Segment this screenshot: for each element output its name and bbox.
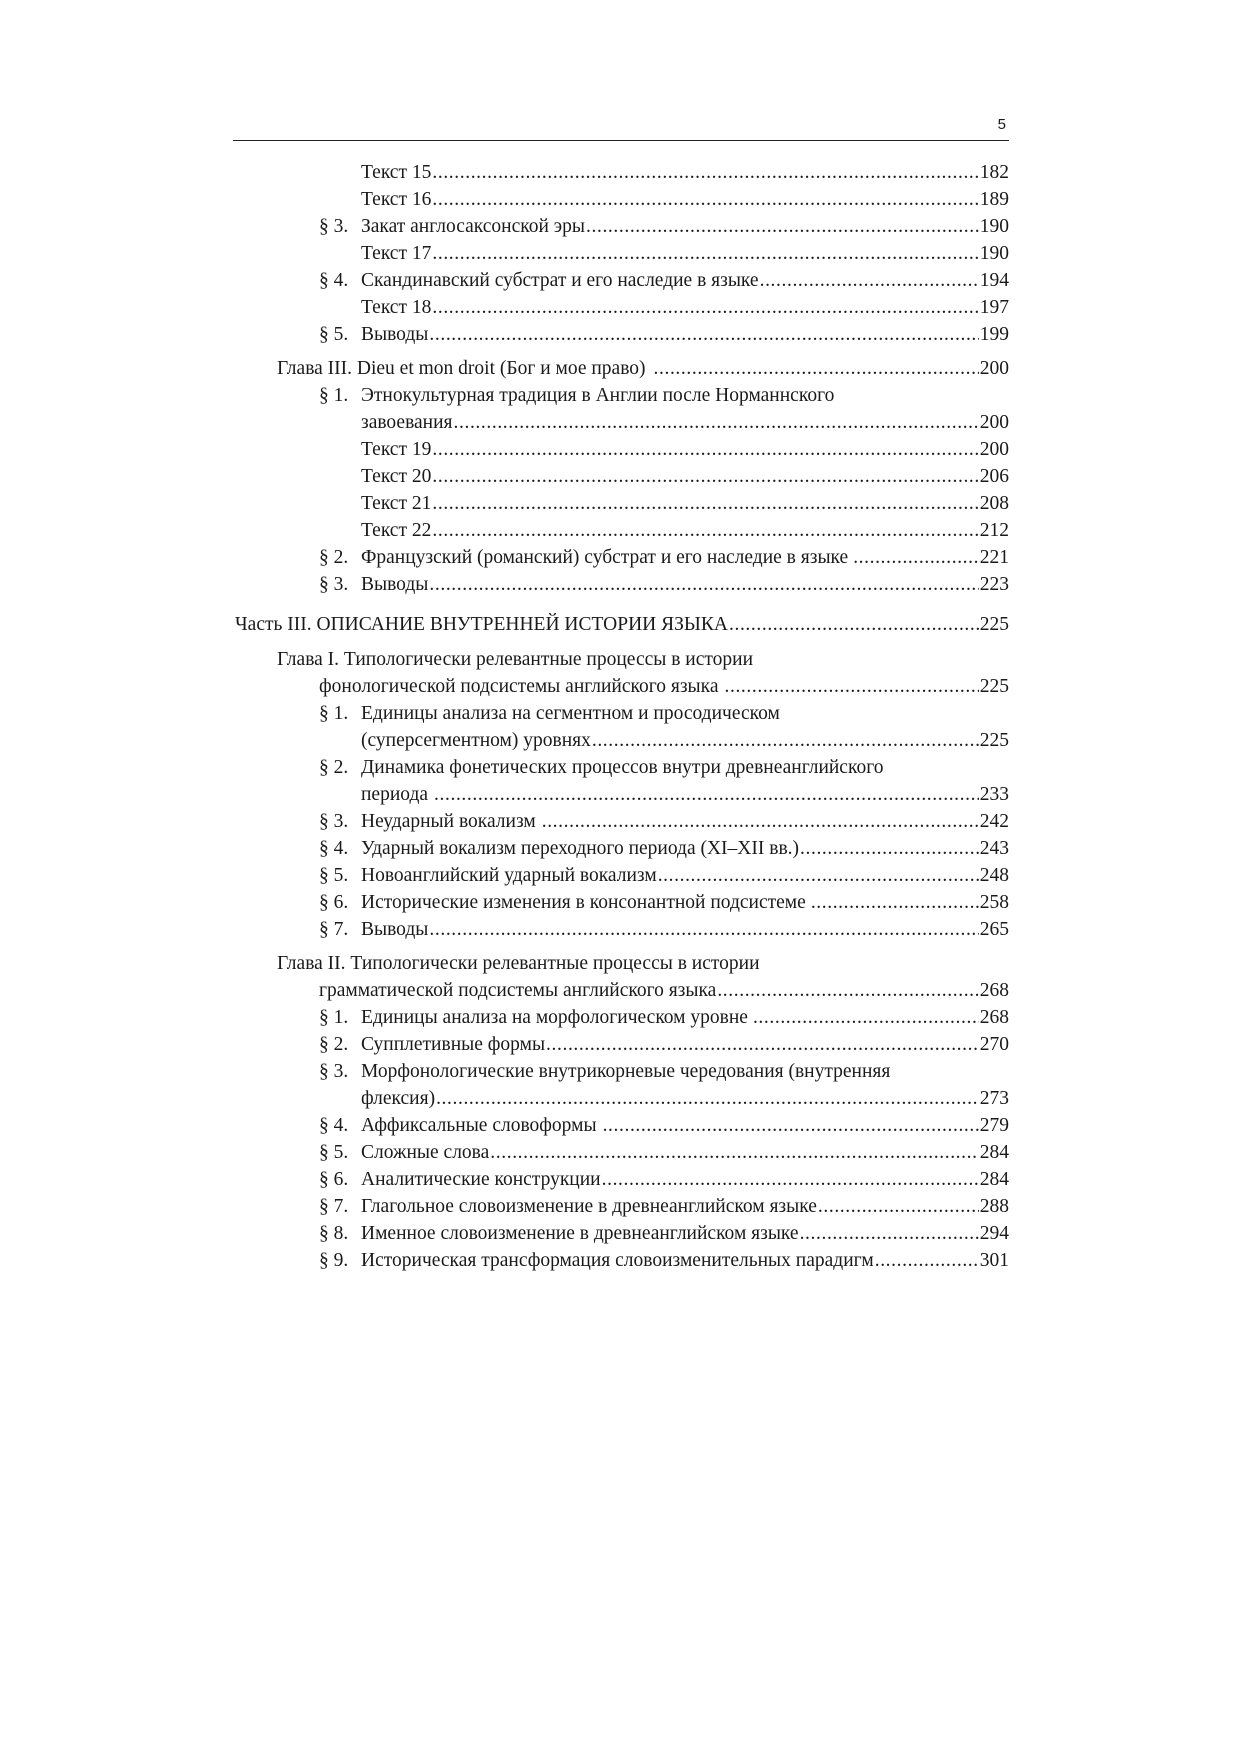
toc-entry-section: § 3.: [319, 574, 349, 595]
toc-entry: [319, 1194, 1009, 1220]
dot-leader: [432, 491, 978, 517]
dot-leader: [729, 612, 979, 638]
dot-leader: [432, 160, 978, 186]
toc-entry-page: 208: [979, 493, 1009, 514]
toc-entry-title: Закат англосаксонской эры: [361, 216, 586, 237]
toc-entry-section: § 3.: [319, 1061, 349, 1082]
toc-entry: [361, 187, 1009, 213]
page-number: 5: [997, 116, 1006, 133]
toc-entry: [319, 836, 1009, 862]
toc-entry: [319, 1113, 1009, 1139]
toc-entry-page: 268: [979, 1007, 1009, 1028]
toc-entry-page: 200: [979, 358, 1009, 379]
toc-entry-page: 225: [979, 730, 1009, 751]
toc-entry: [361, 464, 1009, 490]
toc-entry: [361, 728, 1009, 754]
dot-leader: [811, 890, 979, 916]
toc-entry: [319, 572, 1009, 598]
toc-entry-section: § 7.: [319, 1196, 349, 1217]
toc-entry: [319, 214, 1009, 240]
toc-entry: [319, 1140, 1009, 1166]
toc-entry-title: Единицы анализа на морфологическом уровне: [361, 1007, 748, 1028]
toc-entry-page: 270: [979, 1034, 1009, 1055]
toc-entry-title: Морфонологические внутрикорневые чередования (внутренняя: [361, 1061, 891, 1082]
toc-entry-title: Глава I. Типологически релевантные процессы в истории: [277, 649, 754, 670]
dot-leader: [432, 187, 978, 213]
dot-leader: [753, 1005, 979, 1031]
toc-entry: [319, 890, 1009, 916]
dot-leader: [818, 1194, 979, 1220]
toc-entry-title: Ударный вокализм переходного периода (XI–XII вв.): [361, 838, 800, 859]
toc-entry: [319, 863, 1009, 889]
toc-entry-section: § 7.: [319, 919, 349, 940]
toc-entry-title: Скандинавский субстрат и его наследие в языке: [361, 270, 759, 291]
toc-entry-title: Аналитические конструкции: [361, 1169, 601, 1190]
toc-entry-title: Текст 22: [361, 520, 432, 541]
toc-entry-page: 294: [979, 1223, 1009, 1244]
dot-leader: [586, 214, 979, 240]
toc-entry-page: 284: [979, 1142, 1009, 1163]
toc-entry: [319, 1221, 1009, 1247]
toc-entry-page: 265: [979, 919, 1009, 940]
toc-entry-section: § 1.: [319, 703, 349, 724]
toc-entry-first-line: [319, 383, 834, 409]
toc-entry-page: 273: [979, 1088, 1009, 1109]
toc-entry-section: § 2.: [319, 547, 349, 568]
toc-entry-title: Текст 16: [361, 189, 432, 210]
toc-entry-title: Глава III. Dieu et mon droit (Бог и мое право): [277, 358, 646, 379]
toc-entry: [319, 322, 1009, 348]
toc-entry-first-line: [319, 701, 780, 727]
toc-entry-continuation: фонологической подсистемы английского языка: [319, 676, 719, 697]
toc-entry-section: § 4.: [319, 1115, 349, 1136]
toc-entry-title: Текст 18: [361, 297, 432, 318]
toc-chapter-first-line: [277, 647, 753, 673]
toc-entry-section: § 2.: [319, 757, 349, 778]
toc-entry-title: Текст 21: [361, 493, 432, 514]
toc-entry-section: § 6.: [319, 1169, 349, 1190]
dot-leader: [654, 356, 979, 382]
toc-entry-page: 199: [979, 324, 1009, 345]
toc-entry-page: 221: [979, 547, 1009, 568]
toc-entry-title: Именное словоизменение в древнеанглийском языке: [361, 1223, 799, 1244]
toc-entry-first-line: [319, 755, 883, 781]
toc-entry-page: 301: [979, 1250, 1009, 1271]
toc-entry-page: 197: [979, 297, 1009, 318]
toc-entry-page: 225: [979, 676, 1009, 697]
toc-entry-title: Историческая трансформация словоизменительных парадигм: [361, 1250, 874, 1271]
toc-entry-section: § 5.: [319, 324, 349, 345]
toc-entry-section: § 8.: [319, 1223, 349, 1244]
toc-entry-page: 243: [979, 838, 1009, 859]
toc-entry-first-line: [319, 1059, 890, 1085]
dot-leader: [603, 1113, 979, 1139]
toc-entry-title: Выводы: [361, 919, 429, 940]
dot-leader: [490, 1140, 978, 1166]
toc-entry-title: Сложные слова: [361, 1142, 490, 1163]
dot-leader: [800, 1221, 979, 1247]
dot-leader: [429, 322, 978, 348]
toc-entry-page: 190: [979, 243, 1009, 264]
dot-leader: [602, 1167, 979, 1193]
dot-leader: [853, 545, 979, 571]
dot-leader: [542, 809, 979, 835]
toc-entry-title: Супплетивные формы: [361, 1034, 546, 1055]
toc-entry-title: Неударный вокализм: [361, 811, 536, 832]
dot-leader: [432, 437, 978, 463]
toc-entry-title: Аффиксальные словоформы: [361, 1115, 597, 1136]
toc-entry: [319, 545, 1009, 571]
dot-leader: [875, 1248, 979, 1274]
toc-entry-page: 206: [979, 466, 1009, 487]
toc-entry-page: 279: [979, 1115, 1009, 1136]
toc-entry-page: 288: [979, 1196, 1009, 1217]
toc-entry: [319, 1032, 1009, 1058]
dot-leader: [454, 410, 979, 436]
toc-entry-title: Глагольное словоизменение в древнеанглийском языке: [361, 1196, 817, 1217]
dot-leader: [436, 1086, 979, 1112]
toc-chapter: [319, 978, 1009, 1004]
dot-leader: [432, 464, 978, 490]
toc-chapter: [319, 674, 1009, 700]
toc-entry-section: § 4.: [319, 270, 349, 291]
toc-entry: [361, 437, 1009, 463]
toc-entry-page: 268: [979, 980, 1009, 1001]
dot-leader: [429, 572, 978, 598]
toc-entry-title: Текст 17: [361, 243, 432, 264]
toc-part: [235, 612, 1009, 638]
toc-entry-continuation: флексия): [361, 1088, 436, 1109]
toc-entry-section: § 6.: [319, 892, 349, 913]
dot-leader: [760, 268, 979, 294]
toc-entry-page: 200: [979, 439, 1009, 460]
toc-entry-section: § 1.: [319, 1007, 349, 1028]
toc-entry-continuation: периода: [361, 784, 429, 805]
toc-chapter: [277, 356, 1009, 382]
toc-entry: [361, 491, 1009, 517]
toc-entry-section: § 1.: [319, 385, 349, 406]
toc-entry-title: Французский (романский) субстрат и его наследие в языке: [361, 547, 849, 568]
toc-entry-section: § 5.: [319, 865, 349, 886]
toc-entry: [361, 295, 1009, 321]
toc-entry: [319, 1005, 1009, 1031]
toc-entry-page: 223: [979, 574, 1009, 595]
dot-leader: [658, 863, 979, 889]
toc-entry-title: Динамика фонетических процессов внутри древнеанглийского: [361, 757, 884, 778]
dot-leader: [592, 728, 979, 754]
toc-entry-section: § 5.: [319, 1142, 349, 1163]
toc-entry: [319, 1248, 1009, 1274]
dot-leader: [429, 917, 978, 943]
toc-entry: [319, 809, 1009, 835]
toc-entry: [361, 160, 1009, 186]
toc-entry-section: § 2.: [319, 1034, 349, 1055]
toc-entry-page: 284: [979, 1169, 1009, 1190]
toc-chapter-first-line: [277, 951, 760, 977]
toc-entry-title: Выводы: [361, 574, 429, 595]
toc-entry-continuation: грамматической подсистемы английского языка: [319, 980, 717, 1001]
toc-entry-page: 212: [979, 520, 1009, 541]
dot-leader: [717, 978, 978, 1004]
toc-entry: [319, 1167, 1009, 1193]
toc-entry-page: 200: [979, 412, 1009, 433]
toc-entry-title: Выводы: [361, 324, 429, 345]
toc-entry-page: 258: [979, 892, 1009, 913]
toc-entry-title: Текст 19: [361, 439, 432, 460]
dot-leader: [725, 674, 979, 700]
toc-entry-section: § 3.: [319, 811, 349, 832]
toc-entry-title: Часть III. ОПИСАНИЕ ВНУТРЕННЕЙ ИСТОРИИ ЯЗЫКА: [235, 614, 728, 635]
toc-entry-title: Глава II. Типологически релевантные процессы в истории: [277, 953, 760, 974]
dot-leader: [432, 518, 978, 544]
toc-entry-title: Текст 15: [361, 162, 432, 183]
toc-entry-page: 194: [979, 270, 1009, 291]
toc-entry: [361, 241, 1009, 267]
toc-entry: [361, 518, 1009, 544]
toc-entry-page: 248: [979, 865, 1009, 886]
toc-entry: [319, 917, 1009, 943]
toc-entry-page: 190: [979, 216, 1009, 237]
toc-entry-continuation: завоевания: [361, 412, 453, 433]
toc-entry-page: 182: [979, 162, 1009, 183]
dot-leader: [546, 1032, 979, 1058]
toc-entry: [361, 782, 1009, 808]
toc-entry-title: Текст 20: [361, 466, 432, 487]
toc-entry-section: § 3.: [319, 216, 349, 237]
dot-leader: [800, 836, 979, 862]
toc-entry-page: 233: [979, 784, 1009, 805]
toc-entry: [319, 268, 1009, 294]
toc-entry-section: § 9.: [319, 1250, 349, 1271]
toc-entry-page: 189: [979, 189, 1009, 210]
toc-entry-title: Новоанглийский ударный вокализм: [361, 865, 657, 886]
toc-entry-title: Исторические изменения в консонантной подсистеме: [361, 892, 806, 913]
toc-entry: [361, 1086, 1009, 1112]
toc-entry-section: § 4.: [319, 838, 349, 859]
toc-entry-title: Этнокультурная традиция в Англии после Норманнского: [361, 385, 835, 406]
toc-entry-title: Единицы анализа на сегментном и просодическом: [361, 703, 780, 724]
dot-leader: [432, 295, 978, 321]
toc-entry-page: 242: [979, 811, 1009, 832]
toc-entry-continuation: (суперсегментном) уровнях: [361, 730, 591, 751]
toc-entry: [361, 410, 1009, 436]
toc-entry-page: 225: [979, 614, 1009, 635]
dot-leader: [434, 782, 979, 808]
dot-leader: [432, 241, 978, 267]
